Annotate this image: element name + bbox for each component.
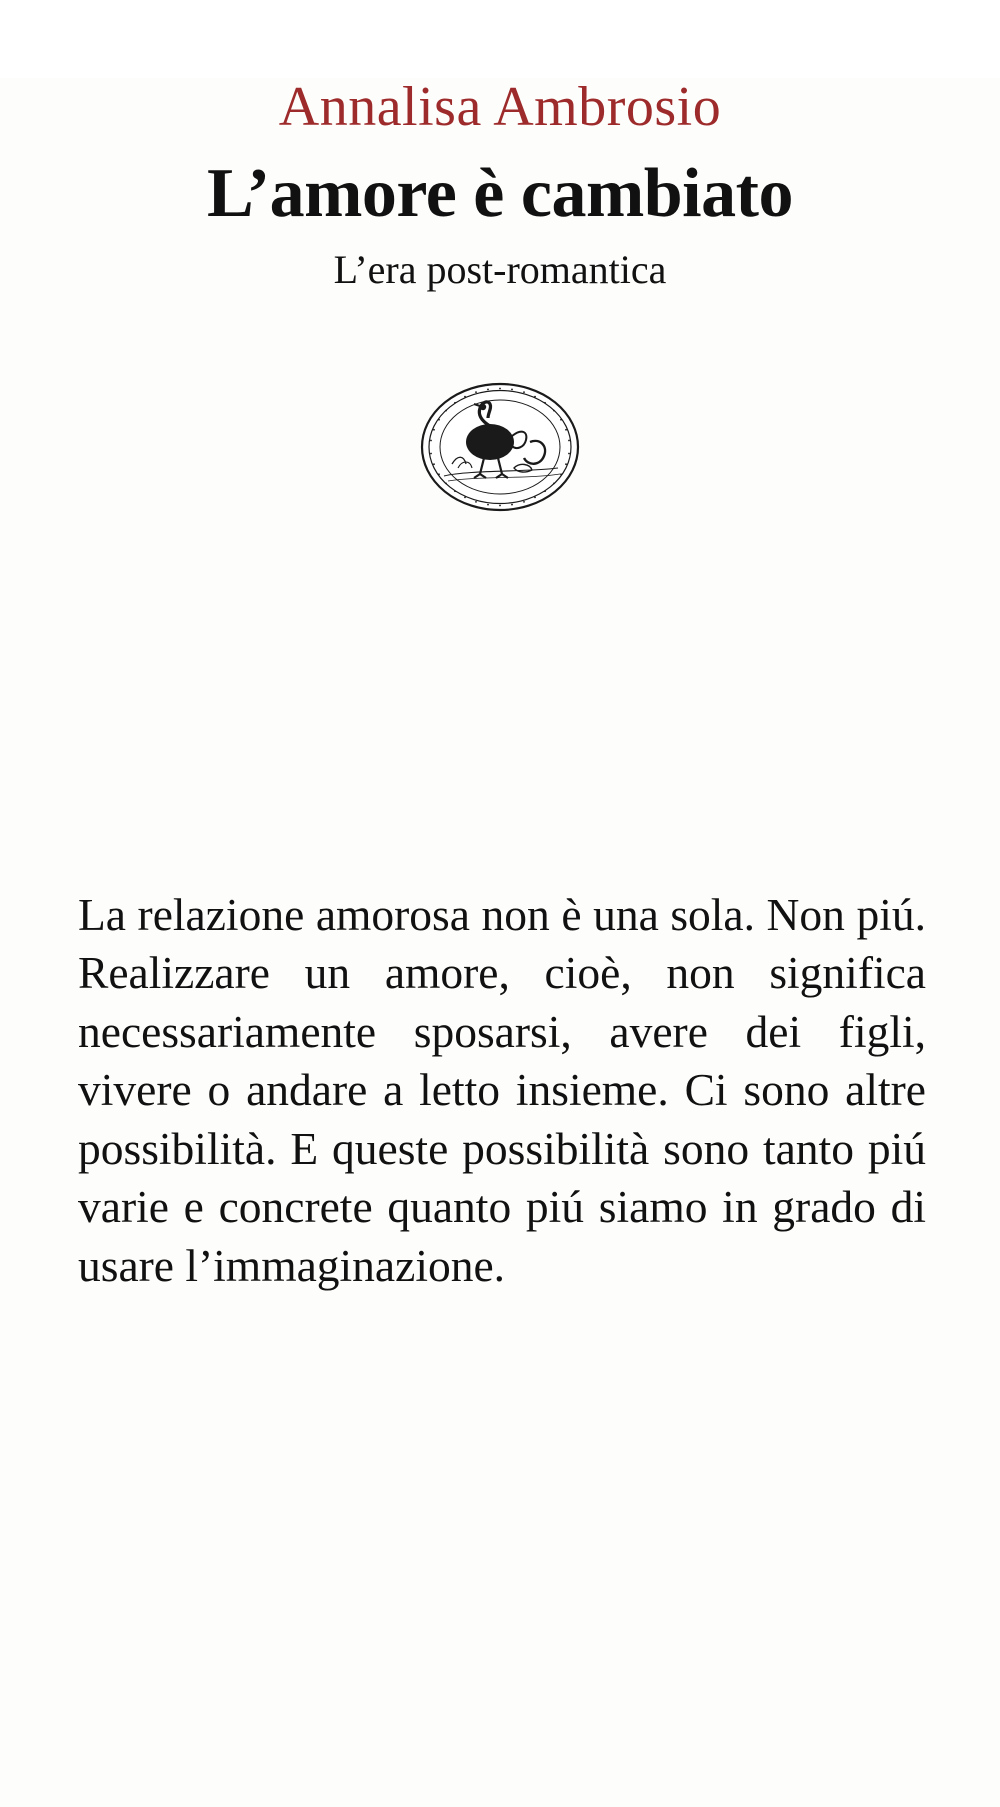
einaudi-ostrich-logo-icon — [418, 380, 582, 514]
book-title: L’amore è cambiato — [207, 154, 793, 232]
book-cover — [0, 78, 1000, 1807]
publisher-logo-container — [0, 380, 1000, 514]
cover-blurb: La relazione amorosa non è una sola. Non piú. Realizzare un amore, cioè, non significa necessariamente sposarsi, avere dei figli, vivere o andare a letto insieme. Ci sono altre possibilità. E queste possibilità sono tanto piú varie e concrete quanto piú siamo in grado di usare l’immaginazione. — [78, 889, 926, 1291]
book-subtitle: L’era post-romantica — [333, 247, 667, 293]
author-name: Annalisa Ambrosio — [278, 76, 722, 138]
